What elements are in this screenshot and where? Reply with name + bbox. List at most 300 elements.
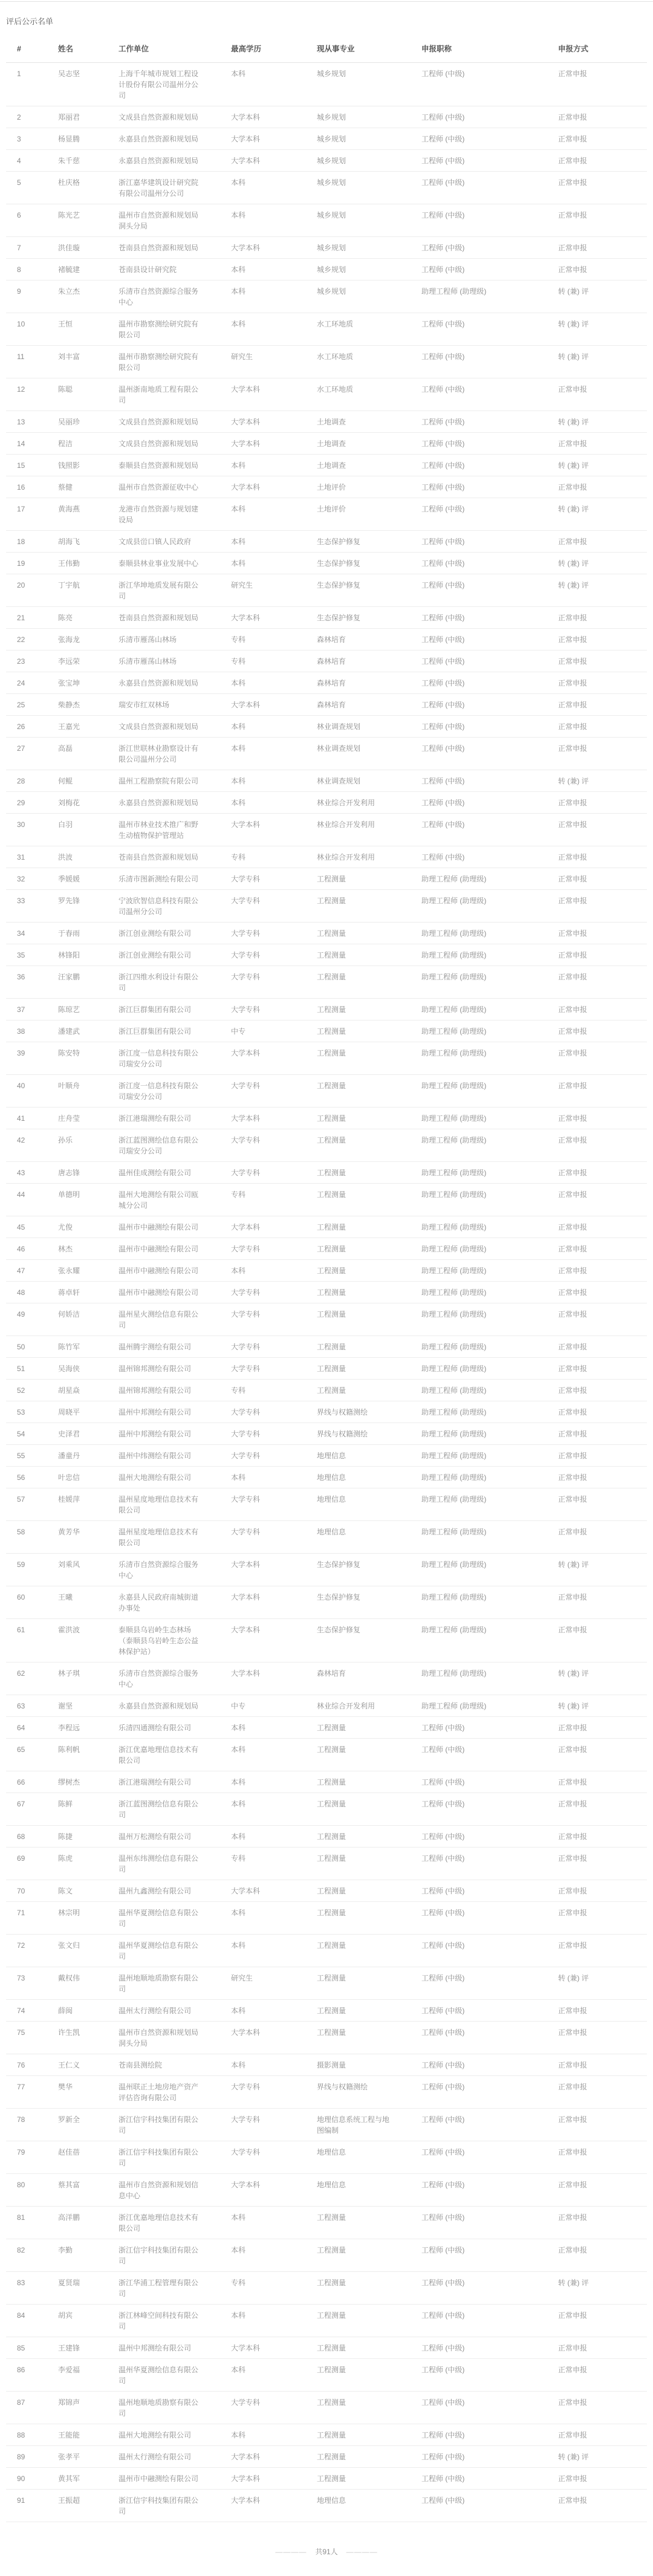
cell-profession: 地理信息 [317,2148,346,2156]
cell-method: 正常申报 [558,1528,588,1536]
cell-education: 本科 [231,2061,246,2069]
table-row [6,259,647,281]
cell-education: 大学本科 [231,1626,261,1634]
cell-index: 35 [17,951,25,959]
cell-name: 夏贤瑞 [58,2279,80,2287]
cell-method: 正常申报 [558,657,588,666]
cell-method: 正常申报 [558,722,588,731]
cell-method: 正常申报 [558,70,588,78]
cell-work-unit: 浙江创业测绘有限公司 [119,951,192,959]
cell-index: 22 [17,635,25,644]
cell-index: 72 [17,1941,25,1950]
cell-declared-title: 助理工程师 (助理级) [421,287,487,296]
cell-name: 孙乐 [58,1136,73,1144]
cell-declared-title: 工程师 (中级) [421,1724,465,1732]
cell-work-unit: 温州星度地理信息技术有限公司 [119,1495,199,1514]
cell-name: 王仁义 [58,2061,80,2069]
cell-index: 54 [17,1430,25,1438]
cell-declared-title: 工程师 (中级) [421,113,465,122]
cell-method: 正常申报 [558,211,588,219]
cell-work-unit: 温州工程勘察院有限公司 [119,777,199,785]
cell-education: 本科 [231,2246,246,2254]
cell-name: 王能能 [58,2431,80,2439]
cell-education: 本科 [231,1909,246,1917]
cell-name: 林子琪 [58,1669,80,1678]
cell-education: 本科 [231,505,246,513]
table-row [6,172,647,204]
column-header-profession: 现从事专业 [317,45,355,53]
cell-index: 38 [17,1027,25,1036]
cell-declared-title: 助理工程师 (助理级) [421,1386,487,1395]
cell-method: 正常申报 [558,1778,588,1786]
cell-name: 朱立杰 [58,287,80,296]
cell-index: 69 [17,1854,25,1863]
cell-education: 本科 [231,320,246,328]
cell-work-unit: 温州大地测绘有限公司瓯城分公司 [119,1190,199,1210]
cell-profession: 工程测量 [317,1800,346,1808]
cell-education: 大学本科 [231,1887,261,1895]
table-row [6,553,647,574]
cell-index: 24 [17,679,25,687]
cell-education: 大学专科 [231,1288,261,1297]
cell-method: 正常申报 [558,157,588,165]
cell-profession: 工程测量 [317,2398,346,2407]
cell-work-unit: 温州太行测绘有限公司 [119,2007,192,2015]
cell-education: 本科 [231,287,246,296]
cell-declared-title: 工程师 (中级) [421,1909,465,1917]
cell-method: 转 (兼) 评 [558,352,589,361]
cell-education: 大学专科 [231,2398,261,2407]
cell-work-unit: 浙江华坤地质发展有限公司 [119,581,199,600]
cell-name: 林宗明 [58,1909,80,1917]
table-row [6,411,647,433]
cell-work-unit: 温州锦邦测绘有限公司 [119,1386,192,1395]
cell-work-unit: 瑞安市红双林场 [119,701,170,709]
cell-profession: 工程测量 [317,1386,346,1395]
cell-name: 陈文 [58,1887,73,1895]
cell-declared-title: 助理工程师 (助理级) [421,1473,487,1482]
table-row [6,672,647,694]
cell-profession: 林业调查规划 [317,777,361,785]
cell-education: 大学专科 [231,2083,261,2091]
cell-education: 本科 [231,537,246,546]
cell-work-unit: 浙江港瑞测绘有限公司 [119,1778,192,1786]
cell-name: 蔡其富 [58,2181,80,2189]
table-row [6,716,647,738]
cell-profession: 工程测量 [317,1114,346,1123]
table-row [6,738,647,770]
table-row [6,1042,647,1075]
table-row [6,1771,647,1793]
cell-work-unit: 温州大地测绘有限公司 [119,1473,192,1482]
cell-work-unit: 浙江信宇科技集团有限公司 [119,2115,199,2135]
table-row [6,1282,647,1303]
cell-education: 大学专科 [231,1528,261,1536]
table-row [6,999,647,1020]
cell-education: 大学专科 [231,875,261,883]
cell-education: 大学专科 [231,1364,261,1373]
cell-profession: 城乡规划 [317,157,346,165]
cell-index: 16 [17,483,25,492]
cell-index: 59 [17,1560,25,1569]
cell-profession: 工程测量 [317,1223,346,1231]
cell-name: 陈竹军 [58,1343,80,1351]
table-row [6,1488,647,1521]
table-row [6,1554,647,1586]
cell-profession: 工程测量 [317,1310,346,1319]
cell-index: 91 [17,2496,25,2505]
cell-work-unit: 乐清市图新测绘有限公司 [119,875,199,883]
cell-name: 陈利帆 [58,1745,80,1754]
cell-work-unit: 泰顺县乌岩岭生态林场（泰顺县乌岩岭生态公益林保护站） [119,1626,199,1656]
cell-education: 本科 [231,2213,246,2222]
cell-index: 10 [17,320,25,328]
cell-method: 正常申报 [558,1495,588,1504]
cell-method: 正常申报 [558,635,588,644]
cell-education: 大学专科 [231,1245,261,1253]
cell-profession: 工程测量 [317,2007,346,2015]
table-row [6,2392,647,2424]
cell-profession: 工程测量 [317,1909,346,1917]
cell-name: 陈鲜 [58,1800,73,1808]
cell-name: 单德明 [58,1190,80,1199]
column-header-declared-title: 申报职称 [421,45,452,53]
cell-method: 正常申报 [558,1343,588,1351]
cell-profession: 工程测量 [317,2366,346,2374]
cell-method: 正常申报 [558,2496,588,2505]
table-row [6,1020,647,1042]
cell-declared-title: 工程师 (中级) [421,820,465,829]
cell-education: 大学专科 [231,2115,261,2124]
total-count-label: 共91人 [315,2548,338,2556]
table-row [6,313,647,346]
cell-name: 吴丽珍 [58,418,80,426]
table-row [6,1260,647,1282]
cell-name: 罗新全 [58,2115,80,2124]
cell-name: 尤俊 [58,1223,73,1231]
cell-declared-title: 工程师 (中级) [421,211,465,219]
cell-method: 正常申报 [558,1049,588,1057]
cell-work-unit: 永嘉县自然资源和规划局 [119,679,199,687]
table-row [6,1184,647,1216]
cell-index: 82 [17,2246,25,2254]
cell-method: 正常申报 [558,537,588,546]
table-row [6,476,647,498]
cell-name: 洪波 [58,853,73,861]
cell-education: 大学本科 [231,440,261,448]
cell-work-unit: 浙江信宇科技集团有限公司 [119,2148,199,2167]
cell-declared-title: 助理工程师 (助理级) [421,1408,487,1416]
cell-declared-title: 工程师 (中级) [421,2344,465,2352]
cell-name: 黄其军 [58,2474,80,2483]
table-row [6,1075,647,1108]
cell-declared-title: 工程师 (中级) [421,244,465,252]
cell-method: 正常申报 [558,1114,588,1123]
cell-education: 大学本科 [231,2028,261,2037]
cell-method: 正常申报 [558,929,588,938]
cell-work-unit: 温州市中融测绘有限公司 [119,1245,199,1253]
cell-declared-title: 助理工程师 (助理级) [421,875,487,883]
cell-index: 39 [17,1049,25,1057]
cell-profession: 工程测量 [317,2453,346,2461]
cell-declared-title: 助理工程师 (助理级) [421,1049,487,1057]
cell-work-unit: 温州市中融测绘有限公司 [119,1288,199,1297]
cell-education: 大学本科 [231,385,261,394]
cell-name: 季媛媛 [58,875,80,883]
cell-declared-title: 助理工程师 (助理级) [421,1267,487,1275]
cell-name: 黄芳华 [58,1528,80,1536]
cell-declared-title: 工程师 (中级) [421,1778,465,1786]
cell-index: 26 [17,722,25,731]
cell-work-unit: 温州市中融测绘有限公司 [119,1223,199,1231]
cell-name: 张永耀 [58,1267,80,1275]
cell-work-unit: 温州市中融测绘有限公司 [119,2474,199,2483]
cell-work-unit: 文成县自然资源和规划局 [119,440,199,448]
cell-education: 大学专科 [231,951,261,959]
table-row [6,1717,647,1739]
cell-declared-title: 工程师 (中级) [421,2453,465,2461]
table-row [6,1793,647,1826]
cell-declared-title: 工程师 (中级) [421,2398,465,2407]
table-row [6,378,647,411]
cell-index: 77 [17,2083,25,2091]
cell-work-unit: 温州星度地理信息技术有限公司 [119,1528,199,1547]
cell-declared-title: 助理工程师 (助理级) [421,1114,487,1123]
table-row [6,770,647,792]
cell-profession: 工程测量 [317,1005,346,1014]
cell-work-unit: 乐清市自然资源综合服务中心 [119,1669,199,1689]
cell-declared-title: 工程师 (中级) [421,2028,465,2037]
cell-profession: 地理信息 [317,1495,346,1504]
cell-index: 5 [17,178,21,187]
table-row [6,814,647,846]
cell-work-unit: 浙江创业测绘有限公司 [119,929,192,938]
cell-profession: 城乡规划 [317,113,346,122]
cell-method: 正常申报 [558,440,588,448]
cell-work-unit: 乐清市雁荡山林场 [119,657,177,666]
table-row [6,1826,647,1848]
cell-method: 正常申报 [558,1626,588,1634]
cell-name: 胡宾 [58,2311,73,2320]
cell-declared-title: 助理工程师 (助理级) [421,1528,487,1536]
cell-method: 正常申报 [558,2246,588,2254]
cell-index: 66 [17,1778,25,1786]
cell-name: 张宝坤 [58,679,80,687]
cell-method: 转 (兼) 评 [558,2279,589,2287]
cell-name: 王伟勤 [58,559,80,568]
cell-work-unit: 温州佳成测绘有限公司 [119,1169,192,1177]
table-row [6,128,647,150]
cell-method: 正常申报 [558,701,588,709]
table-row [6,2272,647,2305]
cell-name: 吴志坚 [58,70,80,78]
cell-index: 64 [17,1724,25,1732]
cell-name: 刘丰富 [58,352,80,361]
cell-education: 大学专科 [231,1343,261,1351]
cell-index: 15 [17,461,25,470]
cell-index: 46 [17,1245,25,1253]
cell-profession: 城乡规划 [317,265,346,274]
cell-work-unit: 文成县自然资源和规划局 [119,113,199,122]
column-header-name: 姓名 [58,45,74,53]
cell-work-unit: 永嘉县自然资源和规划局 [119,157,199,165]
cell-name: 王曦 [58,1593,73,1601]
cell-method: 正常申报 [558,1288,588,1297]
cell-name: 陈聪 [58,385,73,394]
cell-work-unit: 温州地顺地质勘察有限公司 [119,2398,199,2418]
table-row [6,1967,647,2000]
cell-education: 本科 [231,744,246,753]
cell-method: 转 (兼) 评 [558,1560,589,1569]
cell-name: 蔡健 [58,483,73,492]
cell-declared-title: 工程师 (中级) [421,505,465,513]
cell-index: 23 [17,657,25,666]
cell-declared-title: 工程师 (中级) [421,722,465,731]
table-row [6,1935,647,1967]
cell-method: 正常申报 [558,178,588,187]
cell-work-unit: 泰顺县林业事业发展中心 [119,559,199,568]
cell-education: 专科 [231,635,246,644]
table-row [6,1162,647,1184]
cell-education: 专科 [231,1386,246,1395]
cell-profession: 地理信息 [317,2181,346,2189]
cell-profession: 土地调查 [317,440,346,448]
cell-work-unit: 文成县自然资源和规划局 [119,418,199,426]
table-row [6,2359,647,2392]
cell-declared-title: 工程师 (中级) [421,614,465,622]
table-row [6,2207,647,2239]
cell-declared-title: 助理工程师 (助理级) [421,1626,487,1634]
table-row [6,1586,647,1619]
cell-declared-title: 工程师 (中级) [421,559,465,568]
cell-method: 转 (兼) 评 [558,505,589,513]
cell-method: 转 (兼) 评 [558,287,589,296]
cell-name: 陈捷 [58,1832,73,1841]
cell-education: 大学本科 [231,1560,261,1569]
cell-profession: 工程测量 [317,1343,346,1351]
cell-education: 研究生 [231,581,253,589]
cell-profession: 工程测量 [317,1245,346,1253]
table-row [6,2468,647,2490]
cell-work-unit: 温州华夏测绘信息有限公司 [119,1909,199,1928]
cell-profession: 土地调查 [317,418,346,426]
cell-education: 本科 [231,178,246,187]
table-row [6,650,647,672]
table-row [6,868,647,890]
table-row [6,846,647,868]
cell-declared-title: 工程师 (中级) [421,2083,465,2091]
cell-work-unit: 温州九鑫测绘有限公司 [119,1887,192,1895]
cell-index: 63 [17,1702,25,1710]
table-header [6,35,647,63]
cell-name: 陈虎 [58,1854,73,1863]
cell-profession: 水工环地质 [317,385,354,394]
cell-index: 45 [17,1223,25,1231]
cell-index: 36 [17,973,25,981]
table-row [6,237,647,259]
cell-education: 本科 [231,777,246,785]
cell-education: 大学本科 [231,483,261,492]
cell-index: 83 [17,2279,25,2287]
cell-name: 戴权伟 [58,1974,80,1982]
cell-method: 正常申报 [558,2344,588,2352]
cell-education: 大学本科 [231,1049,261,1057]
cell-education: 大学专科 [231,1005,261,1014]
cell-profession: 地理信息 [317,1452,346,1460]
cell-index: 8 [17,265,21,274]
cell-method: 正常申报 [558,1473,588,1482]
cell-index: 61 [17,1626,25,1634]
cell-method: 正常申报 [558,2148,588,2156]
table-row [6,1695,647,1717]
footer-dash-right: ———— [346,2547,378,2556]
cell-work-unit: 温州市自然资源和规划局洞头分局 [119,2028,199,2048]
cell-method: 正常申报 [558,385,588,394]
cell-name: 褚毓建 [58,265,80,274]
cell-work-unit: 温州太行测绘有限公司 [119,2453,192,2461]
cell-name: 叶忠信 [58,1473,80,1482]
table-row [6,531,647,553]
cell-name: 胡海飞 [58,537,80,546]
cell-work-unit: 浙江信宇科技集团有限公司 [119,2246,199,2265]
cell-declared-title: 工程师 (中级) [421,483,465,492]
table-row [6,2446,647,2468]
cell-name: 罗先锋 [58,897,80,905]
table-row [6,1303,647,1336]
cell-method: 正常申报 [558,744,588,753]
cell-profession: 水工环地质 [317,352,354,361]
cell-profession: 工程测量 [317,2028,346,2037]
cell-index: 86 [17,2366,25,2374]
cell-education: 本科 [231,1745,246,1754]
table-row [6,1380,647,1401]
cell-index: 29 [17,799,25,807]
cell-work-unit: 温州市自然资源征收中心 [119,483,199,492]
cell-profession: 森林培育 [317,657,346,666]
cell-declared-title: 工程师 (中级) [421,1974,465,1982]
cell-method: 转 (兼) 评 [558,1669,589,1678]
cell-profession: 工程测量 [317,1832,346,1841]
cell-declared-title: 工程师 (中级) [421,537,465,546]
cell-education: 本科 [231,265,246,274]
cell-work-unit: 苍南县测绘院 [119,2061,163,2069]
cell-profession: 地理信息 [317,1473,346,1482]
cell-declared-title: 工程师 (中级) [421,1800,465,1808]
cell-method: 正常申报 [558,2083,588,2091]
cell-index: 47 [17,1267,25,1275]
cell-work-unit: 浙江蓝图测绘信息有限公司 [119,1800,199,1819]
cell-education: 大学专科 [231,897,261,905]
cell-profession: 界线与权籍测绘 [317,2083,368,2091]
cell-index: 40 [17,1082,25,1090]
cell-declared-title: 工程师 (中级) [421,777,465,785]
cell-education: 本科 [231,1778,246,1786]
cell-education: 大学专科 [231,2148,261,2156]
cell-declared-title: 工程师 (中级) [421,744,465,753]
cell-education: 专科 [231,1190,246,1199]
cell-profession: 工程测量 [317,1364,346,1373]
cell-profession: 工程测量 [317,951,346,959]
cell-method: 正常申报 [558,875,588,883]
cell-work-unit: 苍南县自然资源和规划局 [119,853,199,861]
cell-profession: 森林培育 [317,1669,346,1678]
table-row [6,923,647,944]
cell-declared-title: 助理工程师 (助理级) [421,1430,487,1438]
cell-profession: 工程测量 [317,1974,346,1982]
cell-method: 正常申报 [558,2007,588,2015]
cell-name: 张孝平 [58,2453,80,2461]
cell-method: 正常申报 [558,2061,588,2069]
